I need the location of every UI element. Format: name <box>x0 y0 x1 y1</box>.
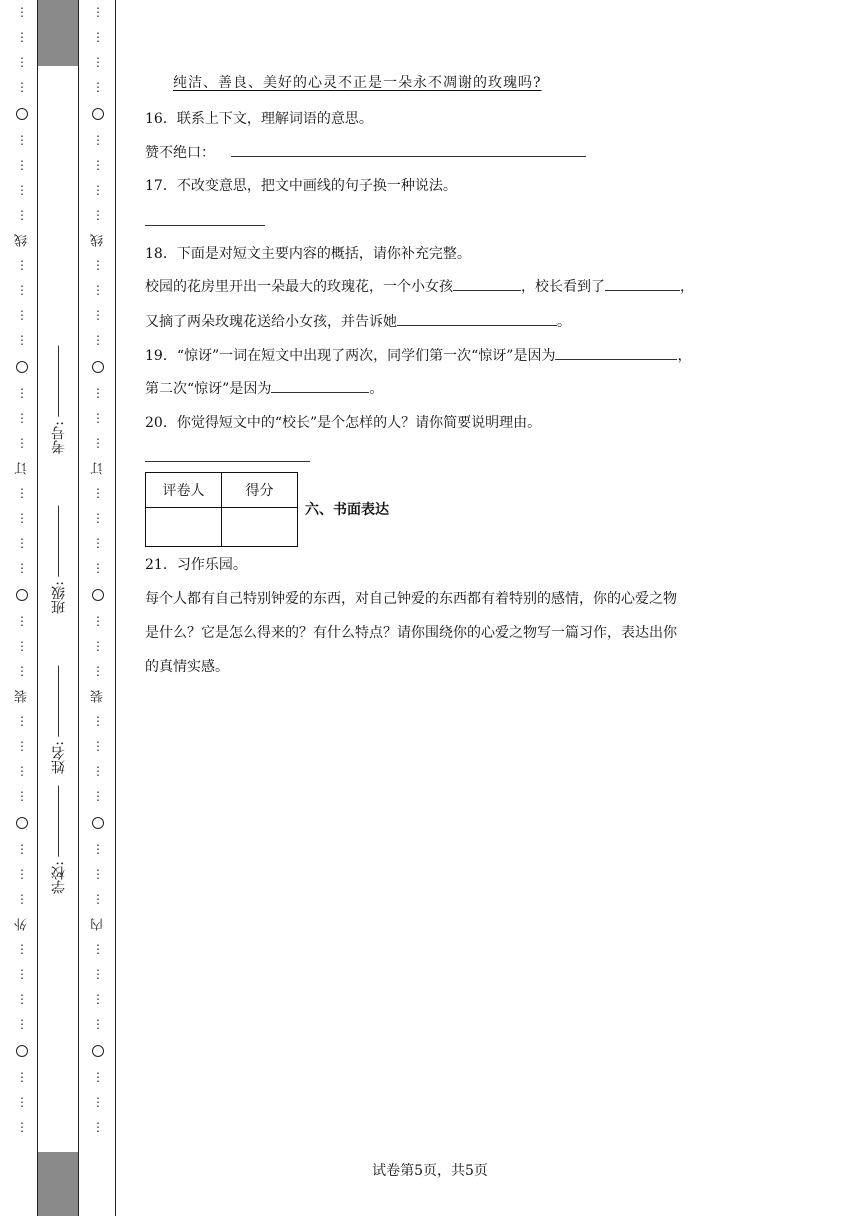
question-16: 16．联系上下文，理解词语的意思。 <box>145 111 373 127</box>
class-label: 班级: <box>51 581 67 614</box>
dots: ⋮ ⋮ ⋮ ⋮ <box>16 714 28 803</box>
binding-circle <box>92 589 104 601</box>
binding-circle <box>92 1045 104 1057</box>
dots: ⋮ ⋮ ⋮ ⋮ <box>92 5 104 94</box>
exam-number-blank <box>59 346 60 417</box>
question-19-line1 <box>145 345 691 365</box>
binding-circle <box>16 589 28 601</box>
dots: ⋮ ⋮ ⋮ ⋮ <box>16 5 28 94</box>
binding-char-ding: 订 <box>14 462 30 475</box>
dots: ⋮ ⋮ ⋮ ⋮ <box>92 942 104 1031</box>
binding-circle <box>92 108 104 120</box>
student-info-fields <box>37 66 77 1152</box>
question-20: 20．你觉得短文中的“校长”是个怎样的人？请你简要说明理由。 <box>145 415 542 431</box>
dots: ⋮ ⋮ ⋮ ⋮ <box>92 133 104 222</box>
section-title: 六、书面表达 <box>305 502 389 518</box>
grader-cell[interactable] <box>146 508 222 547</box>
dots: ⋮ ⋮ ⋮ ⋮ <box>16 258 28 347</box>
name-field[interactable] <box>49 666 69 774</box>
binding-char-xian: 线 <box>14 234 30 247</box>
question-16-term <box>145 142 586 162</box>
dots: ⋮ ⋮ ⋮ ⋮ <box>92 486 104 575</box>
score-cell[interactable] <box>222 508 298 547</box>
binding-circle <box>16 361 28 373</box>
grader-header: 评卷人 <box>146 473 222 508</box>
q19-text-c: 第二次“惊讶”是因为 <box>145 381 272 397</box>
binding-circle <box>16 1045 28 1057</box>
binding-char-zhuang: 装 <box>14 690 30 703</box>
name-blank <box>59 666 60 737</box>
answer-blank[interactable] <box>231 142 586 157</box>
dots: ⋮ ⋮ ⋮ ⋮ <box>16 942 28 1031</box>
dots: ⋮ ⋮ ⋮ ⋮ <box>16 486 28 575</box>
question-21-prompt-line1: 每个人都有自己特别钟爱的东西，对自己钟爱的东西都有着特别的感情，你的心爱之物 <box>145 591 677 607</box>
q18-text-c: ， <box>680 279 694 295</box>
answer-blank[interactable] <box>555 345 677 360</box>
binding-char-nei: 内 <box>90 918 106 931</box>
question-21-prompt-line3: 的真情实感。 <box>145 659 229 675</box>
question-18: 18．下面是对短文主要内容的概括，请你补充完整。 <box>145 246 471 262</box>
q18-text-e: 。 <box>557 314 571 330</box>
q19-text-d: 。 <box>369 381 384 397</box>
name-label: 姓名: <box>51 741 67 774</box>
q18-text-d: 又摘了两朵玫瑰花送给小女孩，并告诉她 <box>145 314 397 330</box>
binding-char-xian: 线 <box>90 234 106 247</box>
school-field[interactable] <box>49 786 69 894</box>
answer-blank[interactable] <box>605 276 680 291</box>
binding-circle <box>92 361 104 373</box>
inner-binding-column <box>88 0 108 1216</box>
q19-text-a: 19．“惊讶”一词在短文中出现了两次，同学们第一次“惊讶”是因为 <box>145 348 556 364</box>
exam-number-field[interactable] <box>49 346 69 454</box>
score-header: 得分 <box>222 473 298 508</box>
outer-binding-column <box>12 0 32 1216</box>
question-16-term-label: 赞不绝口： <box>145 145 215 161</box>
exam-number-label: 考号: <box>51 421 67 454</box>
question-18-line2 <box>145 311 571 331</box>
dots: ⋮ ⋮ ⋮ <box>16 1070 28 1134</box>
dots: ⋮ ⋮ ⋮ <box>16 614 28 678</box>
dots: ⋮ ⋮ ⋮ <box>92 1070 104 1134</box>
margin-rule-line <box>115 0 116 1216</box>
page-footer: 试卷第5页，共5页 <box>372 1163 488 1179</box>
dots: ⋮ ⋮ ⋮ ⋮ <box>92 258 104 347</box>
question-21: 21．习作乐园。 <box>145 557 247 573</box>
dots: ⋮ ⋮ ⋮ <box>92 386 104 450</box>
binding-char-ding: 订 <box>90 462 106 475</box>
question-18-line1 <box>145 276 694 296</box>
underlined-sentence: 纯洁、善良、美好的心灵不正是一朵永不凋谢的玫瑰吗? <box>173 75 542 91</box>
binding-char-zhuang: 装 <box>90 690 106 703</box>
question-21-prompt-line2: 是什么？它是怎么得来的？有什么特点？请你围绕你的心爱之物写一篇习作，表达出你 <box>145 625 677 641</box>
dots: ⋮ ⋮ ⋮ <box>16 386 28 450</box>
answer-line[interactable] <box>145 225 265 226</box>
binding-circle <box>92 817 104 829</box>
class-blank <box>59 506 60 577</box>
dots: ⋮ ⋮ ⋮ ⋮ <box>16 133 28 222</box>
dots: ⋮ ⋮ ⋮ <box>16 842 28 906</box>
answer-line[interactable] <box>145 461 310 462</box>
binding-circle <box>16 817 28 829</box>
q18-text-b: ，校长看到了 <box>521 279 605 295</box>
school-blank <box>59 786 60 857</box>
q19-text-b: ， <box>677 348 692 364</box>
answer-blank[interactable] <box>453 276 521 291</box>
question-17: 17．不改变意思，把文中画线的句子换一种说法。 <box>145 178 457 194</box>
dots: ⋮ ⋮ ⋮ ⋮ <box>92 714 104 803</box>
binding-circle <box>16 108 28 120</box>
class-field[interactable] <box>49 506 69 614</box>
binding-char-wai: 外 <box>14 918 30 931</box>
answer-blank[interactable] <box>397 311 557 326</box>
strip-top-block <box>38 0 78 66</box>
school-label: 学校: <box>51 861 67 894</box>
question-19-line2 <box>145 378 383 398</box>
answer-blank[interactable] <box>271 378 369 393</box>
dots: ⋮ ⋮ ⋮ <box>92 614 104 678</box>
q18-text-a: 校园的花房里开出一朵最大的玫瑰花，一个小女孩 <box>145 279 453 295</box>
dots: ⋮ ⋮ ⋮ <box>92 842 104 906</box>
score-table <box>145 472 298 547</box>
